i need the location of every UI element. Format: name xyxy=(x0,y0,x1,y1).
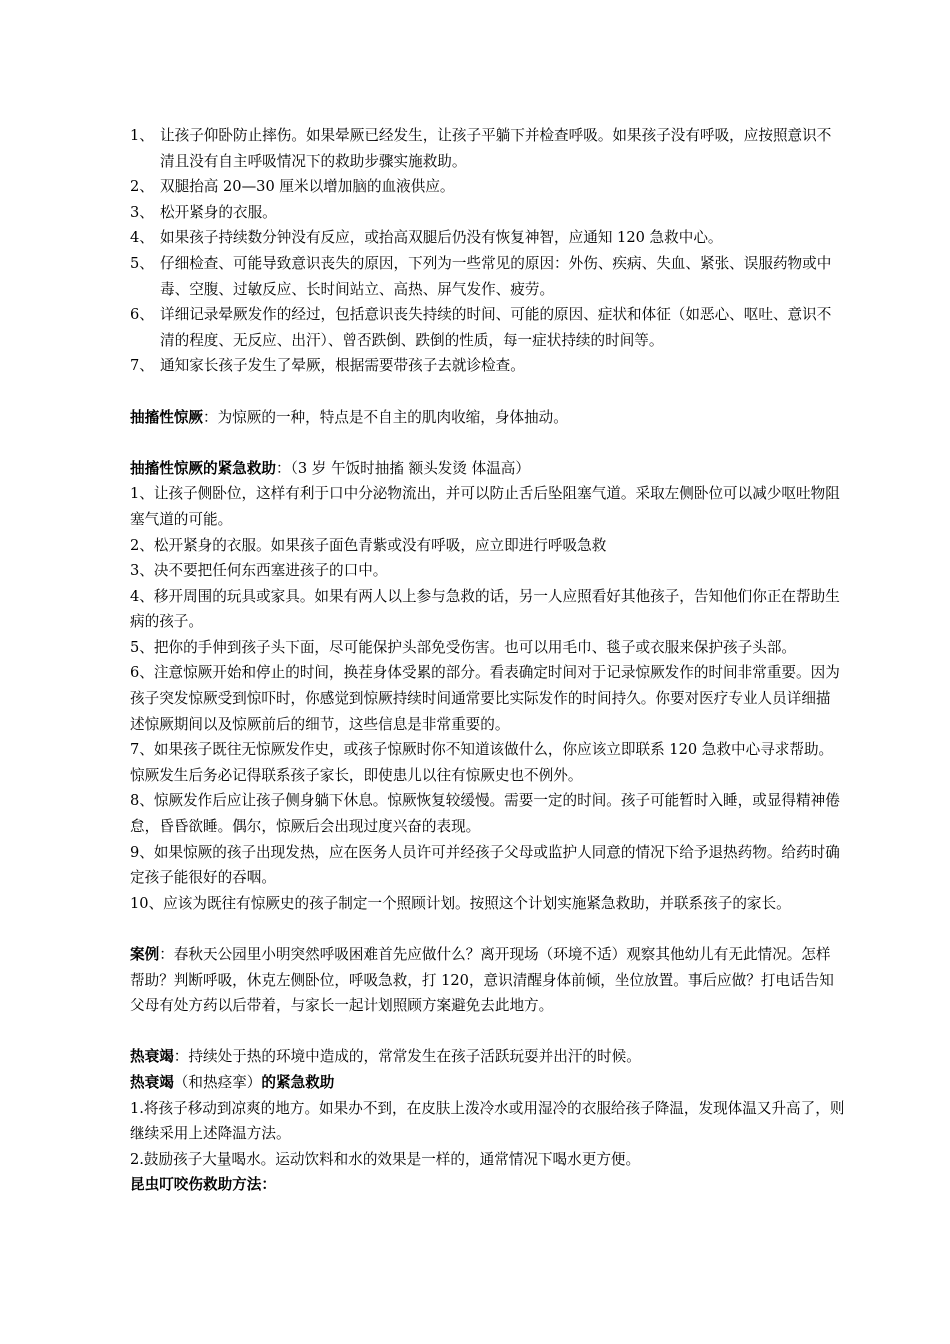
definition-text: ：持续处于热的环境中造成的，常常发生在孩子活跃玩耍并出汗的时候。 xyxy=(173,1048,641,1066)
document-body xyxy=(130,123,845,1198)
aid-step: 3、决不要把任何东西塞进孩子的口中。 xyxy=(130,562,388,580)
aid-step: 7、如果孩子既往无惊厥发作史，或孩子惊厥时你不知道该做什么，你应该立即联系 120 急救中心寻求帮助。惊厥发生后务必记得联系孩子家长，即使患儿以往有惊厥史也不例外。 xyxy=(130,741,834,784)
aid-step: 10、应该为既往有惊厥史的孩子制定一个照顾计划。按照这个计划实施紧急救助，并联系孩子的家长。 xyxy=(130,894,791,912)
heading-text: 的紧急救助 xyxy=(261,1073,335,1091)
blank-line xyxy=(130,430,845,456)
list-text: 通知家长孩子发生了晕厥，根据需要带孩子去就诊检查。 xyxy=(160,357,525,375)
convulsion-definition xyxy=(130,405,845,431)
intro-list xyxy=(130,123,845,379)
aid-step: 2.鼓励孩子大量喝水。运动饮料和水的效果是一样的，通常情况下喝水更方便。 xyxy=(130,1150,641,1168)
aid-step: 1.将孩子移动到凉爽的地方。如果办不到，在皮肤上泼冷水或用湿冷的衣服给孩子降温，发现体温又升高了，则继续采用上述降温方法。 xyxy=(130,1099,845,1143)
list-text: 双腿抬高 20—30 厘米以增加脑的血液供应。 xyxy=(160,178,455,196)
list-item xyxy=(130,200,845,226)
aid-step: 1、让孩子侧卧位，这样有利于口中分泌物流出，并可以防止舌后坠阻塞气道。采取左侧卧位可以减少呕吐物阻塞气道的可能。 xyxy=(130,485,840,528)
blank-line xyxy=(130,1019,845,1045)
heading-text: 热衰竭 xyxy=(130,1073,174,1091)
list-number: 6、 xyxy=(130,306,154,324)
aid-step: 8、惊厥发作后应让孩子侧身躺下休息。惊厥恢复较缓慢。需要一定的时间。孩子可能暂时入睡，或显得精神倦怠，昏昏欲睡。偶尔，惊厥后会出现过度兴奋的表现。 xyxy=(130,792,840,836)
list-number: 1、 xyxy=(130,127,154,144)
definition-text: ：为惊厥的一种，特点是不自主的肌肉收缩，身体抽动。 xyxy=(202,408,568,426)
list-item xyxy=(130,302,845,353)
aid-step: 5、把你的手伸到孩子头下面，尽可能保护头部免受伤害。也可以用毛巾、毯子或衣服来保护孩子头部。 xyxy=(130,638,797,656)
insect-heading: 昆虫叮咬伤救助方法： xyxy=(130,1176,276,1194)
case-label: 案例 xyxy=(130,946,160,963)
section-heading xyxy=(130,456,845,482)
section-heading xyxy=(130,1070,845,1096)
aid-step: 4、移开周围的玩具或家具。如果有两人以上参与急救的话，另一人应照看好其他孩子，告知他们你正在帮助生病的孩子。 xyxy=(130,587,840,631)
list-number: 5、 xyxy=(130,254,154,272)
heat-definition xyxy=(130,1044,845,1070)
list-text: 松开紧身的衣服。 xyxy=(160,203,277,221)
list-number: 4、 xyxy=(130,229,154,247)
aid-step: 6、注意惊厥开始和停止的时间，换茬身体受累的部分。看表确定时间对于记录惊厥发作的时间非常重要。因为孩子突发惊厥受到惊吓时，你感觉到惊厥持续时间通常要比实际发作的时间持久。你要对医疗专业人员详细描述惊厥期间以及惊厥前后的细节，这些信息是非常重要的。 xyxy=(130,664,840,733)
term: 热衰竭 xyxy=(130,1048,174,1066)
list-item xyxy=(130,353,845,379)
blank-line xyxy=(130,916,845,942)
case-paragraph xyxy=(130,942,845,1019)
list-text: 让孩子仰卧防止摔伤。如果晕厥已经发生，让孩子平躺下并检查呼吸。如果孩子没有呼吸，应按照意识不清且没有自主呼吸情况下的救助步骤实施救助。 xyxy=(160,127,832,170)
list-item xyxy=(130,225,845,251)
list-item xyxy=(130,123,845,174)
aid-step: 2、松开紧身的衣服。如果孩子面色青紫或没有呼吸，应立即进行呼吸急救 xyxy=(130,536,607,554)
list-text: 仔细检查、可能导致意识丧失的原因，下列为一些常见的原因：外伤、疾病、失血、紧张、误服药物或中毒、空腹、过敏反应、长时间站立、高热、屏气发作、疲劳。 xyxy=(160,254,832,298)
list-number: 3、 xyxy=(130,203,154,221)
list-item xyxy=(130,251,845,302)
aid-step: 9、如果惊厥的孩子出现发热，应在医务人员许可并经孩子父母或监护人同意的情况下给予退热药物。给药时确定孩子能很好的吞咽。 xyxy=(130,843,840,887)
list-item xyxy=(130,174,845,200)
blank-line xyxy=(130,379,845,405)
heading-note: （和热痉挛） xyxy=(173,1073,262,1091)
list-number: 7、 xyxy=(130,357,154,375)
list-number: 2、 xyxy=(130,178,154,196)
list-text: 如果孩子持续数分钟没有反应，或抬高双腿后仍没有恢复神智，应通知 120 急救中心。 xyxy=(160,229,723,247)
case-text: ：春秋天公园里小明突然呼吸困难首先应做什么？离开现场（环境不适）观察其他幼儿有无此情况。怎样帮助？判断呼吸，休克左侧卧位，呼吸急救，打 120，意识清醒身体前倾，坐位放置。事后应做？打电话告知父母有处方药以后带着，与家长一起计划照顾方案避免去此地方。 xyxy=(130,946,834,1015)
term: 抽搐性惊厥 xyxy=(130,408,203,426)
list-text: 详细记录晕厥发作的经过，包括意识丧失持续的时间、可能的原因、症状和体征（如恶心、呕吐、意识不清的程度、无反应、出汗）、曾否跌倒、跌倒的性质，每一症状持续的时间等。 xyxy=(160,306,832,349)
heading-note: ：（3 岁 午饭时抽搐 额头发烫 体温高） xyxy=(275,459,530,477)
heading-text: 抽搐性惊厥的紧急救助 xyxy=(130,459,276,477)
